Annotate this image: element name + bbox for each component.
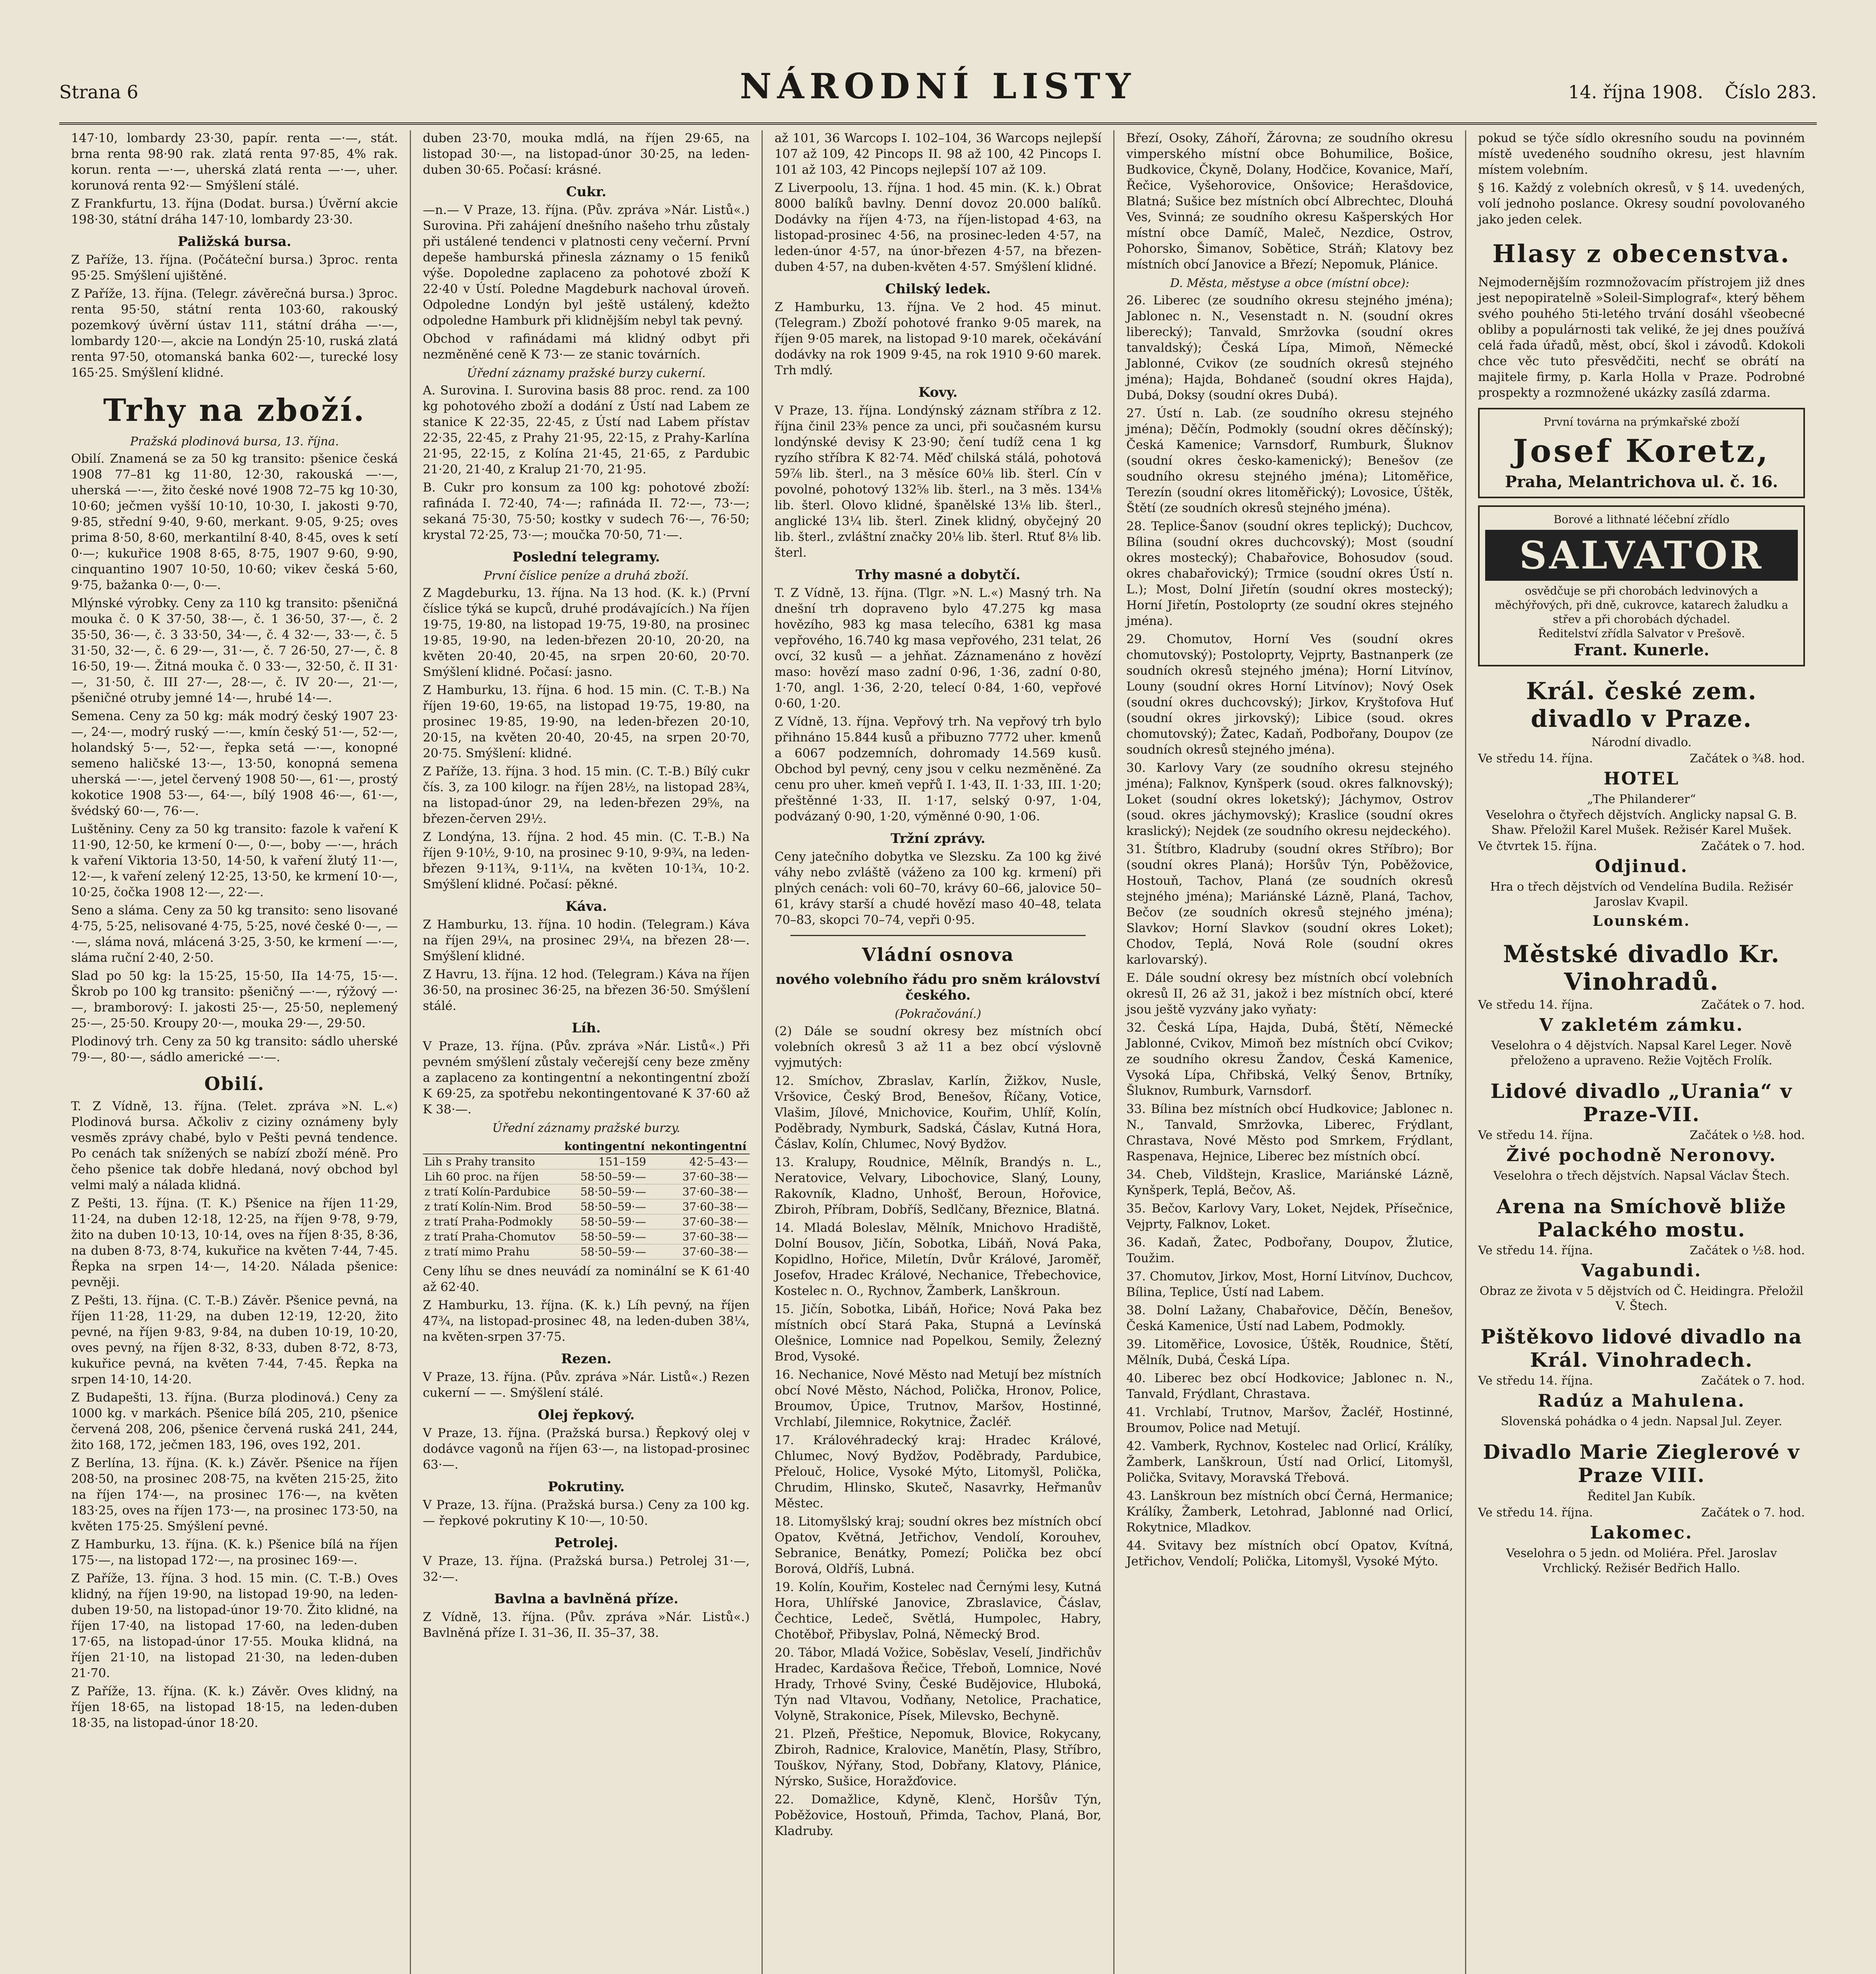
performance-time: Začátek o 7. hod. (1701, 839, 1805, 853)
table-cell: 58·50–59·— (561, 1169, 648, 1184)
article-paragraph: Z Paříže, 13. října. 3 hod. 15 min. (C. T.-B.) Bílý cukr čís. 3, za 100 kilogr. na říjen 28½, na listopad 28¾, na listopad-únor 29, na leden-březen 29⅝, na březen-červen 29½. (423, 764, 750, 826)
table-cell: 58·50–59·— (561, 1199, 648, 1214)
article-paragraph: Mlýnské výrobky. Ceny za 110 kg transito: pšeničná mouka č. 0 K 37·50, 38·—, č. 1 36·50, 37·—, č. 2 35·50, 36·—, č. 3 33·50, 34·—, č. 4 32·—, 33·—, č. 5 31·50, 32·—, č. 6 29·—, 31·—, č. 7 26·50, 27·—, č. 8 16·50, 19·—. Žitná mouka č. 0 33·—, 32·50, č. II 31·—, 31·50, č. III 27·—, 28·—, č. IV 20·—, 21·—, pšeničné otruby jemné 14·—, hrubé 14·—. (71, 596, 398, 705)
article-paragraph: Z Vídně, 13. října. (Pův. zpráva »Nár. Listů«.) Bavlněná příze I. 31–36, II. 35–37, 38. (423, 1610, 750, 1640)
section-subtitle: Úřední záznamy pražské burzy cukerní. (467, 366, 706, 380)
article-paragraph: 42. Vamberk, Rychnov, Kostelec nad Orlicí, Králíky, Žamberk, Lanškroun, Ústí nad Orlicí, Litomyšl, Polička, Svitavy, Moravská Třebová. (1126, 1439, 1453, 1485)
play-original-title: „The Philanderer“ (1587, 792, 1696, 806)
play-description: Veselohra o třech dějstvích. Napsal Václav Štech. (1493, 1169, 1790, 1183)
article-paragraph: Z Hamburku, 13. října. (K. k.) Pšenice bílá na říjen 175·—, na listopad 172·—, na prosinec 169·—. (71, 1537, 398, 1567)
ad-brand-name: SALVATOR (1485, 530, 1798, 581)
performance-time: Začátek o ¾8. hod. (1690, 752, 1805, 766)
table-cell: Lih s Prahy transito (423, 1154, 561, 1169)
section-title-trhy: Trhy na zboží. (103, 392, 366, 428)
performance-time: Začátek o 7. hod. (1701, 1506, 1805, 1520)
section-subtitle: Úřední záznamy pražské burzy. (492, 1121, 680, 1135)
article-paragraph: Seno a sláma. Ceny za 50 kg transito: seno lisované 4·75, 5·25, nelisované 4·75, 5·25, nové české 0·—, —·—, sláma nová, mlácená 3·25, 3·50, ke krmení —·—, sláma ruční 2·40, 2·50. (71, 903, 398, 965)
table-cell: 37·60–38·— (648, 1229, 750, 1244)
article-paragraph: 38. Dolní Lažany, Chabařovice, Děčín, Benešov, Česká Kamenice, Ústí nad Labem, Podmokly. (1126, 1303, 1453, 1333)
article-paragraph: —n.— V Praze, 13. října. (Pův. zpráva »Nár. Listů«.) Surovina. Při zahájení dnešního našeho trhu zůstaly při ustálené tendenci v platnosti ceny večerní. První depeše hamburská přinesla záznamy o 15 feniků výše. Dopoledne zaplaceno za pohotové zboží K 22·40 v Ústí. Poledne Magdeburk nachoval úroveň. Odpoledne Londýn byl ještě ustálený, kdežto odpoledne Hamburk při klidnějším nebyl tak pevný. (423, 203, 750, 328)
performance-row (1478, 752, 1805, 766)
play-title: HOTEL (1603, 769, 1680, 789)
article-paragraph: pokud se týče sídlo okresního soudu na povinném místě uvedeného soudního okresu, jest hlavním místem volebním. (1478, 131, 1805, 177)
table-cell: 37·60–38·— (648, 1244, 750, 1259)
column-4 (1114, 130, 1466, 1974)
article-paragraph: Z Liverpoolu, 13. října. 1 hod. 45 min. (K. k.) Obrat 8000 balíků bavlny. Denní dovoz 20.000 balíků. Dodávky na říjen 4·73, na říjen-listopad 4·63, na listopad-prosinec 4·56, na prosinec-leden 4·57, na leden-únor 4·57, na únor-březen 4·57, na březen-duben 4·57, na duben-květen 4·57. Smýšlení klidné. (775, 181, 1101, 274)
issue-date: 14. října 1908. (1568, 81, 1703, 103)
article-paragraph: 35. Bečov, Karlovy Vary, Loket, Nejdek, Přísečnice, Vejprty, Falknov, Loket. (1126, 1201, 1453, 1231)
article-paragraph: Z Pešti, 13. října. (T. K.) Pšenice na říjen 11·29, 11·24, na duben 12·18, 12·25, na říjen 9·78, 9·79, žito na duben 10·13, 10·14, oves na říjen 8·35, 8·36, na duben 8·73, 8·74, kukuřice na květen 7·44, 7·45. Řepka na srpen 14·—, 14·20. Nálada pšenice: pevněji. (71, 1196, 398, 1289)
performance-row (1478, 1128, 1805, 1142)
table-row (423, 1184, 750, 1199)
theatre-director: Ředitel Jan Kubík. (1587, 1490, 1696, 1503)
article-paragraph: 12. Smíchov, Zbraslav, Karlín, Žižkov, Nusle, Vršovice, Český Brod, Benešov, Říčany, Votice, Vlašim, Jílové, Mnichovice, Kouřim, Uhlíř, Kolín, Poděbrady, Nymburk, Sadská, Čáslav, Kutná Hora, Čáslav, Kolín, Chlumec, Nový Bydžov. (775, 1074, 1101, 1151)
article-paragraph: Z Havru, 13. října. 12 hod. (Telegram.) Káva na říjen 36·50, na prosinec 36·25, na březen 36·50. Smýšlení stálé. (423, 967, 750, 1013)
table-cell: z tratí mimo Prahu (423, 1244, 561, 1259)
performance-time: Začátek o ½8. hod. (1690, 1128, 1805, 1142)
article-paragraph: V Praze, 13. října. Londýnský záznam stříbra z 12. října činil 23⅜ pence za unci, při současném kursu londýnské devisy K 23·90; čení tudíž cena 1 kg ryzího stříbra K 82·74. Měď chilská stálá, pohotová 59⅞ lib. šterl., na 3 měsíce 60⅛ lib. šterl. Cín v povolné, pohotový 132⅝ lib. šterl., na 3 měs. 134⅛ lib. šterl. Olovo klidné, španělské 13⅛ lib. šterl., anglické 13¼ lib. šterl. Zinek klidný, obyčejný 20 lib. šterl., zvláštní značky 20⅛ lib. šterl. Rtuť 8⅛ lib. šterl. (775, 403, 1101, 560)
table-cell: 151–159 (561, 1154, 648, 1169)
theatre-name: Král. české zem. divadlo v Praze. (1526, 677, 1757, 733)
article-paragraph: Z Paříže, 13. října. 3 hod. 15 min. (C. T.-B.) Oves klidný, na říjen 19·90, na listopad 19·90, na leden-duben 19·50, na listopad-únor 19·70. Žito klidné, na říjen 17·40, na listopad 17·60, na leden-duben 17·65, na listopad-únor 17·55. Mouka klidná, na říjen 21·10, na listopad 21·30, na leden-duben 21·70. (71, 1571, 398, 1680)
ad-footer: Ředitelství zřídla Salvator v Prešově. (1538, 627, 1745, 640)
section-heading: Rezen. (561, 1351, 612, 1367)
article-paragraph: B. Cukr pro konsum za 100 kg: pohotové zboží: rafináda I. 72·40, 74·—; rafináda II. 72·—, 73·—; sekaná 75·30, 75·50; kostky v sudech 76·—, 76·50; krystal 72·25, 73·—; moučka 70·50, 71·—. (423, 480, 750, 542)
section-heading: Cukr. (566, 184, 606, 200)
play-description: Veselohra o 5 jedn. od Moliéra. Přel. Jaroslav Vrchlický. Režisér Bedřich Hallo. (1506, 1546, 1777, 1575)
section-heading: Petrolej. (554, 1535, 618, 1551)
section-heading: Paližská bursa. (178, 234, 291, 250)
column-2 (411, 130, 763, 1974)
article-paragraph: Ceny jatečního dobytka ve Slezsku. Za 100 kg živé váhy nebo zvláště (váženo za 100 kg. krmení) při plných cenách: voli 60–70, krávy 60–66, jalovice 50–61, krávy starší a chudé hovězí maso 40–48, telata 70–83, skopci 70–74, vepři 0·95. (775, 850, 1101, 927)
article-paragraph: Obilí. Znamená se za 50 kg transito: pšenice česká 1908 77–81 kg 11·80, 12·30, rakouská —·—, uherská —·—, žito české nové 1908 72–75 kg 10·30, 10·60; ječmen vyšší 10·10, 10·30, I. jakosti 9·70, 9·85, střední 9·40, 9·60, merkant. 9·05, 9·25; oves prima 8·50, 8·60, merkantilní 8·40, 8·45, oves k setí 0·—; kukuřice 1908 8·65, 8·75, 1907 9·60, 9·90, cinquantino 1907 10·50, 10·60; vikev česká 5·60, 9·75, bažanka 0·—, 0·—. (71, 452, 398, 592)
article-paragraph: Z Hamburku, 13. října. (K. k.) Líh pevný, na říjen 47¾, na listopad-prosinec 48, na leden-duben 38¼, na květen-srpen 37·75. (423, 1298, 750, 1344)
article-paragraph: Z Magdeburku, 13. října. Na 13 hod. (K. k.) (První číslice týká se kupců, druhé prodávajících.) Na říjen 19·75, 19·80, na listopad 19·75, 19·80, na prosinec 19·85, 19·90, na leden-březen 20·10, 20·20, na květen 20·40, 20·45, na srpen 20·60, 20·70. Smýšlení klidné. Počasí: jasno. (423, 586, 750, 679)
section-subtitle: D. Města, městyse a obce (místní obce): (1170, 276, 1410, 290)
article-paragraph: Luštěniny. Ceny za 50 kg transito: fazole k vaření K 11·90, 12·50, ke krmení 0·—, 0·—, boby —·—, hrách k vaření Viktoria 13·50, 14·50, k vaření žlutý 11·—, 12·—, k vaření zelený 12·25, 13·50, ke krmení 10·—, 10·25, čočka 1908 12·—, 22·—. (71, 822, 398, 899)
performance-time: Začátek o 7. hod. (1701, 1374, 1805, 1388)
article-title: Vládní osnova (862, 944, 1014, 965)
section-subtitle: Pražská plodinová bursa, 13. října. (130, 435, 339, 448)
article-paragraph: T. Z Vídně, 13. října. (Tlgr. »N. L.«) Masný trh. Na dnešní trh dopraveno bylo 47.275 kg masa hovězího, 983 kg masa telecího, 6381 kg masa vepřového, 16.740 kg masa vepřového, 231 telat, 26 ovcí, 32 kusů — a jehňat. Záznamenáno z hovězí maso: hovězí maso zadní 0·96, 1·36, zadní 0·80, 1·70, angl. 1·36, 2·20, telecí 0·84, 1·60, vepřové 0·60, 1·20. (775, 586, 1101, 711)
article-paragraph: 14. Mladá Boleslav, Mělník, Mnichovo Hradiště, Dolní Bousov, Jičín, Sobotka, Libáň, Nová Paka, Kopidlno, Hořice, Miletín, Dvůr Králové, Jaroměř, Josefov, Hradec Králové, Nechanice, Třebechovice, Kostelec n. O., Rychnov, Žamberk, Lanškroun. (775, 1221, 1101, 1298)
article-paragraph: 33. Bílina bez místních obcí Hudkovice; Jablonec n. N., Tanvald, Smržovka, Liberec, Frýdlant, Chrastava, Nové Město pod Smrkem, Frýdlant, Raspenava, Hejnice, Liberec bez místních obcí. (1126, 1102, 1453, 1163)
article-paragraph: (2) Dále se soudní okresy bez místních obcí volebních okresů 3 až 11 a bez obcí výslovně vyjmutých: (775, 1024, 1101, 1070)
section-title-hlasy: Hlasy z obecenstva. (1492, 239, 1791, 268)
article-paragraph: 27. Ústí n. Lab. (ze soudního okresu stejného jména); Děčín, Podmokly (soudní okres děčínský); Česká Kamenice; Varnsdorf, Rumburk, Šluknov (soudní okres česko-kamenický); Benešov (ze soudního okresu stejného jména); Litoměřice, Terezín (soudní okres litoměřický); Lovosice, Úštěk, Štětí (ze soudních okresů stejného jména). (1126, 406, 1453, 515)
play-title: Vagabundi. (1581, 1261, 1702, 1281)
article-paragraph: Z Londýna, 13. října. 2 hod. 45 min. (C. T.-B.) Na říjen 9·10½, 9·10, na prosinec 9·10, 9·9¾, na leden-březen 9·11¾, 9·11¼, na květen 10·1¾, 10·2. Smýšlení klidné. Počasí: pěkné. (423, 830, 750, 891)
article-paragraph: Z Paříže, 13. října. (K. k.) Závěr. Oves klidný, na říjen 18·65, na listopad 18·15, na leden-duben 18·35, na listopad-únor 18·20. (71, 1684, 398, 1730)
divider (790, 935, 1086, 936)
advertisement-salvator (1478, 505, 1805, 666)
theatre-name: Divadlo Marie Zieglerové v Praze VIII. (1483, 1440, 1800, 1487)
table-cell: 37·60–38·— (648, 1184, 750, 1199)
section-heading: Pokrutiny. (548, 1479, 625, 1495)
article-paragraph: 20. Tábor, Mladá Vožice, Soběslav, Veselí, Jindřichův Hradec, Kardašova Řečice, Třeboň, Lomnice, Nové Hrady, Trhové Sviny, České Budějovice, Hluboká, Týn nad Vltavou, Vodňany, Netolice, Prachatice, Volyně, Strakonice, Písek, Milevsko, Bechyně. (775, 1646, 1101, 1723)
play-title: V zakletém zámku. (1539, 1015, 1744, 1035)
section-subtitle: (Pokračování.) (895, 1007, 981, 1021)
article-paragraph: 36. Kadaň, Žatec, Podbořany, Doupov, Žlutice, Toužim. (1126, 1235, 1453, 1265)
section-subtitle: První číslice peníze a druhá zboží. (484, 569, 689, 583)
article-paragraph: 29. Chomutov, Horní Ves (soudní okres chomutovský); Postoloprty, Vejprty, Bastnanperk (ze soudních okresů stejného jména); Horní Litvínov, Louny (soudní okres Horní Litvínov); Nový Osek (soudní okres duchcovský); Jirkov, Kryštofova Huť (soudní okres jirkovský); Libice (soud. okres chomutovský); Žatec, Kadaň, Podbořany, Doupov (ze soudních okresů stejného jména). (1126, 632, 1453, 757)
ad-description: osvědčuje se při chorobách ledvinových a měchýřových, při dně, cukrovce, katarech žaludku a střev a při chorobách dýchadel. (1495, 584, 1788, 626)
article-paragraph: 15. Jičín, Sobotka, Libáň, Hořice; Nová Paka bez místních obcí Stará Paka, Stupná a Levínská Olešnice, Lomnice nad Popelkou, Semily, Železný Brod, Vysoké. (775, 1302, 1101, 1364)
article-paragraph: Semena. Ceny za 50 kg: mák modrý český 1907 23·—, 24·—, modrý ruský —·—, kmín český 51·—, 52·—, holandský 5·—, 52·—, řepka setá —·—, konopné semeno haličské 13·—, 13·50, konopná semena uherská —·—, jetel červený 1908 50·—, 61·—, prostý kokotice 1908 53·—, 64·—, bílý 1908 46·—, 61·—, švédský 60·—, 76·—. (71, 709, 398, 818)
article-paragraph: Z Vídně, 13. října. Vepřový trh. Na vepřový trh bylo přihnáno 15.844 kusů a přibuzno 7772 uher. kmenů a 6067 podzemních, dohromady 14.569 kusů. Obchod byl pevný, ceny jsou v celku nezměněné. Za cenu pro uher. kmeň vepřů I. 1·43, II. 1·33, III. 1·20; přeštěnné 1·33, II. 1·17, selský 0·97, 1·04, podvázaný 0·90, 1·20, výměnné 0·90, 1·06. (775, 715, 1101, 824)
table-cell: z tratí Praha-Chomutov (423, 1229, 561, 1244)
masthead (59, 43, 1817, 125)
article-paragraph: Z Berlína, 13. října. (K. k.) Závěr. Pšenice na říjen 208·50, na prosinec 208·75, na květen 215·25, žito na říjen 174·—, na prosinec 176·—, na květen 183·25, oves na říjen 173·—, na prosinec 173·50, na květen 175·25. Smýšlení pevné. (71, 1456, 398, 1533)
table-cell: 37·60–38·— (648, 1199, 750, 1214)
issue-info (1552, 81, 1817, 103)
page-number: Strana 6 (59, 81, 139, 103)
theatre-listing-narodni (1478, 677, 1805, 929)
article-subtitle: nového volebního řádu pro sněm království českého. (776, 972, 1100, 1003)
performance-day: Ve středu 14. října. (1478, 1128, 1593, 1142)
performance-row (1478, 1506, 1805, 1520)
performance-time: Začátek o 7. hod. (1701, 998, 1805, 1012)
performance-row (1478, 839, 1805, 853)
article-paragraph: V Praze, 13. října. (Pův. zpráva »Nár. Listů«.) Rezen cukerní — —. Smýšlení stálé. (423, 1370, 750, 1400)
theatre-subtitle: Národní divadlo. (1591, 736, 1692, 749)
article-paragraph: V Praze, 13. října. (Pražská bursa.) Řepkový olej v dodávce vagonů na říjen 63·—, na listopad-prosinec 63·—. (423, 1426, 750, 1472)
article-paragraph: 22. Domažlice, Kdyně, Klenč, Horšův Týn, Poběžovice, Hostouň, Přimda, Tachov, Planá, Bor, Kladruby. (775, 1792, 1101, 1838)
ad-address: Praha, Melantrichova ul. č. 16. (1505, 473, 1778, 491)
section-heading: Trhy masné a dobytčí. (855, 567, 1021, 583)
table-row (423, 1244, 750, 1259)
article-paragraph: Obchod v rafinádami má klidný odbyt při nezměněné ceně K 73·— ze stanic továrních. (423, 332, 750, 362)
article-paragraph: 32. Česká Lípa, Hajda, Dubá, Štětí, Německé Jablonné, Cvikov, Mimoň bez místních obcí Cvikov; ze soudního okresu Žandov, Česká Kamenice, Vysoká Lípa, Chřibská, Velký Šenov, Brtníky, Šluknov, Rumburk, Varnsdorf. (1126, 1021, 1453, 1098)
article-paragraph: Z Frankfurtu, 13. října (Dodat. bursa.) Úvěrní akcie 198·30, státní dráha 147·10, lombardy 23·30. (71, 197, 398, 227)
article-paragraph: Slad po 50 kg: la 15·25, 15·50, IIa 14·75, 15·—. Škrob po 100 kg transito: pšeničný —·—, rýžový —·—, bramborový: I. jakosti 25·—, 25·50, neplemený 25·—, 25·50. Kroupy 20·—, mouka 29·—, 29·50. (71, 969, 398, 1030)
performance-day: Ve středu 14. října. (1478, 998, 1593, 1012)
performance-time: Začátek o ½8. hod. (1690, 1244, 1805, 1257)
theatre-name: Městské divadlo Kr. Vinohradů. (1503, 940, 1780, 996)
article-paragraph: 19. Kolín, Kouřim, Kostelec nad Černými lesy, Kutná Hora, Uhlířské Janovice, Zbraslavice, Čáslav, Čechtice, Ledeč, Světlá, Humpolec, Habry, Chotěboř, Přibyslav, Polná, Německý Brod. (775, 1580, 1101, 1642)
article-paragraph: 44. Svitavy bez místních obcí Opatov, Kvítná, Jetřichov, Vendolí; Polička, Litomyšl, Vysoké Mýto. (1126, 1539, 1453, 1569)
table-cell: 58·50–59·— (561, 1244, 648, 1259)
play-title: Živé pochodně Neronovy. (1506, 1145, 1777, 1165)
article-paragraph: 17. Královéhradecký kraj: Hradec Králové, Chlumec, Nový Bydžov, Poděbrady, Pardubice, Přelouč, Holice, Vysoké Mýto, Litomyšl, Polička, Chrudim, Hlinsko, Skuteč, Nasavrky, Heřmanův Městec. (775, 1433, 1101, 1511)
article-paragraph: 34. Cheb, Vildštejn, Kraslice, Mariánské Lázně, Kynšperk, Teplá, Bečov, Aš. (1126, 1167, 1453, 1197)
play-title: Lounském. (1593, 913, 1690, 929)
section-heading: Chilský ledek. (885, 281, 991, 297)
article-paragraph: 18. Litomyšlský kraj; soudní okres bez místních obcí Opatov, Květná, Jetřichov, Vendolí, Korouhev, Sebranice, Benátky, Pomezí; Polička bez obcí Borová, Oldříš, Lubná. (775, 1514, 1101, 1576)
table-row (423, 1154, 750, 1169)
play-title: Lakomec. (1590, 1523, 1693, 1543)
table-row (423, 1214, 750, 1229)
column-5 (1466, 130, 1817, 1974)
article-paragraph: V Praze, 13. října. (Pražská bursa.) Petrolej 31·—, 32·—. (423, 1554, 750, 1584)
article-paragraph: 21. Plzeň, Přeštice, Nepomuk, Blovice, Rokycany, Zbiroh, Radnice, Kralovice, Manětín, Plasy, Stříbro, Touškov, Nýřany, Stod, Dobřany, Klatovy, Plánice, Nýrsko, Sušice, Horažďovice. (775, 1727, 1101, 1788)
table-cell: 58·50–59·— (561, 1214, 648, 1229)
section-heading: Kovy. (918, 385, 958, 400)
table-row (423, 1199, 750, 1214)
article-paragraph: 39. Litoměřice, Lovosice, Úštěk, Roudnice, Štětí, Mělník, Dubá, Česká Lípa. (1126, 1337, 1453, 1367)
article-paragraph: Nejmodernějším rozmnožovacím přístrojem již dnes jest nepopiratelně »Soleil-Simplograf«, který během svého pouhého 5ti-letého trvání dosáhl všeobecné obliby a populárnosti tak veliké, že jej dnes používá celá řada úřadů, měst, obcí, škol i závodů. Kdokoli chce věc tuto přesvědčiti, nechť se obrátí na majitele firmy, p. Karla Holla v Praze. Podrobné prospekty a rozmnožené ukázky zasílá zdarma. (1478, 275, 1805, 400)
article-paragraph: Ceny líhu se dnes neuvádí za nominální se K 61·40 až 62·40. (423, 1264, 750, 1294)
table-cell: 58·50–59·— (561, 1184, 648, 1199)
performance-day: Ve středu 14. října. (1478, 1244, 1593, 1257)
table-header-cell (423, 1139, 561, 1154)
article-paragraph: A. Surovina. I. Surovina basis 88 proc. rend. za 100 kg pohotového zboží a dodání z Ústí nad Labem ze stanice K 22·35, 22·45, z Ústí nad Labem přístav 22·35, 22·45, z Prahy 21·95, 22·15, z Prahy-Karlína 21·95, 22·15, z Kolína 21·45, 21·65, z Pardubic 21·20, 21·40, z Kralup 21·70, 21·95. (423, 383, 750, 477)
section-heading: Poslední telegramy. (512, 549, 660, 565)
article-paragraph: 147·10, lombardy 23·30, papír. renta —·—, stát. brna renta 98·90 rak. zlatá renta 97·85, 4% rak. korun. renta —·—, uherská zlatá renta —·—, uher. korunová renta 92·— Smýšlení stálé. (71, 131, 398, 193)
theatre-listing-urania (1478, 1079, 1805, 1184)
table-header-cell: nekontingentní (648, 1139, 750, 1154)
theatre-listing-arena (1478, 1195, 1805, 1314)
play-title: Radúz a Mahulena. (1538, 1391, 1745, 1411)
article-paragraph: 43. Lanškroun bez místních obcí Černá, Hermanice; Králíky, Žamberk, Letohrad, Jablonné nad Orlicí, Rokytnice, Mladkov. (1126, 1489, 1453, 1535)
performance-day: Ve středu 14. října. (1478, 1374, 1593, 1388)
ad-tagline: Borové a lithnaté léčební zřídlo (1553, 513, 1730, 526)
section-heading: Bavlna a bavlněná příze. (494, 1591, 679, 1607)
article-paragraph: Z Pešti, 13. října. (C. T.-B.) Závěr. Pšenice pevná, na říjen 11·28, 11·29, na duben 12·19, 12·20, žito pevné, na říjen 9·83, 9·84, na duben 10·19, 10·20, oves pevný, na říjen 8·32, 8·33, duben 8·72, 8·73, kukuřice pevná, na květen 7·44, 7·45. Řepka na srpen 14·10, 14·20. (71, 1293, 398, 1387)
play-description: Veselohra o čtyřech dějstvích. Anglicky napsal G. B. Shaw. Přeložil Karel Mušek. Režisér Karel Mušek. (1486, 808, 1797, 837)
issue-number: Číslo 283. (1725, 81, 1817, 103)
article-paragraph: 37. Chomutov, Jirkov, Most, Horní Litvínov, Duchcov, Bílina, Teplice, Ústí nad Labem. (1126, 1269, 1453, 1299)
article-paragraph: duben 23·70, mouka mdlá, na říjen 29·65, na listopad 30·—, na listopad-únor 30·25, na leden-duben 30·65. Počasí: krásné. (423, 131, 750, 177)
column-3 (763, 130, 1114, 1974)
section-heading: Tržní zprávy. (891, 831, 985, 846)
ad-company-name: Josef Koretz, (1513, 432, 1770, 469)
table-cell: 37·60–38·— (648, 1169, 750, 1184)
performance-day: Ve čtvrtek 15. října. (1478, 839, 1597, 853)
table-cell: Lih 60 proc. na říjen (423, 1169, 561, 1184)
article-paragraph: 13. Kralupy, Roudnice, Mělník, Brandýs n. L., Neratovice, Velvary, Libochovice, Slaný, Louny, Rakovník, Kladno, Unhošť, Beroun, Hořovice, Zbiroh, Příbram, Dobříš, Sedlčany, Březnice, Blatná. (775, 1155, 1101, 1217)
table-row (423, 1229, 750, 1244)
table-header-cell: kontingentní (561, 1139, 648, 1154)
ad-agent: Frant. Kunerle. (1574, 641, 1709, 659)
section-heading: Obilí. (204, 1073, 265, 1094)
article-paragraph: 16. Nechanice, Nové Město nad Metují bez místních obcí Nové Město, Náchod, Polička, Hronov, Police, Broumov, Úpice, Trutnov, Maršov, Hostinné, Vrchlabí, Jilemnice, Rokytnice, Žacléř. (775, 1368, 1101, 1429)
performance-row (1478, 1374, 1805, 1388)
table-header-row (423, 1139, 750, 1154)
play-description: Obraz ze života v 5 dějstvích od Č. Heidingra. Přeložil V. Štech. (1479, 1284, 1804, 1313)
theatre-name: Lidové divadlo „Urania“ v Praze-VII. (1490, 1079, 1793, 1126)
article-paragraph: V Praze, 13. října. (Pražská bursa.) Ceny za 100 kg. — řepkové pokrutiny K 10·—, 10·50. (423, 1498, 750, 1528)
ad-tagline: První továrna na prýmkařské zboží (1544, 415, 1739, 428)
article-paragraph: 41. Vrchlabí, Trutnov, Maršov, Žacléř, Hostinné, Broumov, Police nad Metují. (1126, 1405, 1453, 1435)
article-paragraph: V Praze, 13. října. (Pův. zpráva »Nár. Listů«.) Při pevném smýšlení zůstaly večerejší ceny beze změny a zaplaceno za kontingentní a nekontingentní zboží K 69·25, za spotřebu nekontingentované K 37·60 až K 38·—. (423, 1039, 750, 1116)
article-paragraph: Z Hamburku, 13. října. 6 hod. 15 min. (C. T.-B.) Na říjen 19·60, 19·65, na listopad 19·75, 19·80, na prosinec 19·85, 19·90, na leden-březen 20·10, 20·15, na květen 20·40, 20·45, na srpen 20·70, 20·75. Smýšlení: klidné. (423, 683, 750, 760)
theatre-listing-pistek (1478, 1325, 1805, 1429)
performance-day: Ve středu 14. října. (1478, 752, 1593, 766)
article-paragraph: Plodinový trh. Ceny za 50 kg transito: sádlo uherské 79·—, 80·—, sádlo americké —·—. (71, 1034, 398, 1064)
article-paragraph: 26. Liberec (ze soudního okresu stejného jména); Jablonec n. N., Vesenstadt n. N. (soudní okres liberecký); Tanvald, Smržovka (soudní okres tanvaldský); Česká Lípa, Mimoň, Německé Jablonné, Cvikov (ze soudních okresů stejného jména); Hajda, Bohdaneč (soudní okres Hajda), Dubá, Doksy (soudní okres Dubá). (1126, 293, 1453, 402)
section-heading: Olej řepkový. (538, 1407, 635, 1423)
play-description: Veselohra o 4 dějstvích. Napsal Karel Leger. Nově přeloženo a upraveno. Režie Vojtěch Frolík. (1491, 1039, 1792, 1068)
theatre-name: Arena na Smíchově bliže Palackého mostu. (1496, 1195, 1787, 1241)
article-paragraph: Z Hamburku, 13. října. 10 hodin. (Telegram.) Káva na říjen 29¼, na prosinec 29¼, na březen 28·—. Smýšlení klidné. (423, 918, 750, 963)
play-description: Hra o třech dějstvích od Vendelína Budila. Režisér Jaroslav Kvapil. (1490, 880, 1793, 909)
article-paragraph: § 16. Každý z volebních okresů, v § 14. uvedených, volí jednoho poslance. Okresy soudní povolovaného jako jeden celek. (1478, 181, 1805, 227)
article-paragraph: Z Paříže, 13. října. (Počáteční bursa.) 3proc. renta 95·25. Smýšlení ujištěné. (71, 253, 398, 283)
advertisement-koretz (1478, 408, 1805, 498)
article-paragraph: E. Dále soudní okresy bez místních obcí volebních okresů II, 26 až 31, jakož i bez místních obcí, které jsou ještě vyzvány jako vyňaty: (1126, 971, 1453, 1017)
section-heading: Líh. (572, 1020, 601, 1036)
article-columns (59, 130, 1817, 1974)
article-paragraph: T. Z Vídně, 13. října. (Telet. zpráva »N. L.«) Plodinová bursa. Ačkoliv z ciziny oznámeny byly vesměs zprávy chabé, bylo v Pešti pevná tendence. Po cenách tak snížených se nabízí zboží méně. Pro čeho pšenice tak dobře hledaná, nový obchod byl velmi malý a nálada klidná. (71, 1099, 398, 1192)
performance-row (1478, 1244, 1805, 1257)
article-paragraph: 30. Karlovy Vary (ze soudního okresu stejného jména); Falknov, Kynšperk (soud. okres falknovský); Loket (soudní okres loketský); Jáchymov, Ostrov (soud. okres jáchymovský); Kraslice (soudní okres kraslický); Nejdek (ze soudního okresu nejdeckého). (1126, 761, 1453, 838)
table-cell: z tratí Kolín-Nim. Brod (423, 1199, 561, 1214)
rates-table (423, 1139, 750, 1259)
article-paragraph: 31. Štítbro, Kladruby (soudní okres Stříbro); Bor (soudní okres Planá); Horšův Týn, Poběžovice, Hostouň, Tachov, Planá (ze soudních okresů stejného jména); Mariánské Lázně, Planá, Tachov, Bečov (ze soudních okresů stejného jména); Slavkov; Horní Slavkov (soudní okres Loket); Chodov, Teplá, Nová Role (soudní okres karlovarský). (1126, 842, 1453, 967)
newspaper-title: NÁRODNÍ LISTY (740, 66, 1136, 107)
article-paragraph: Z Budapešti, 13. října. (Burza plodinová.) Ceny za 1000 kg. v markách. Pšenice bílá 205, 210, pšenice červená 208, 206, pšenice červená ruská 241, 244, žito 168, 172, ječmen 183, 196, oves 192, 201. (71, 1390, 398, 1452)
table-cell: z tratí Praha-Podmokly (423, 1214, 561, 1229)
table-cell: z tratí Kolín-Pardubice (423, 1184, 561, 1199)
section-heading: Káva. (565, 899, 607, 914)
play-title: Odjinud. (1595, 856, 1688, 876)
article-paragraph: 40. Liberec bez obcí Hodkovice; Jablonec n. N., Tanvald, Frýdlant, Chrastava. (1126, 1371, 1453, 1401)
performance-row (1478, 998, 1805, 1012)
play-description: Slovenská pohádka o 4 jedn. Napsal Jul. Zeyer. (1501, 1415, 1782, 1428)
article-paragraph: Z Hamburku, 13. října. Ve 2 hod. 45 minut. (Telegram.) Zboží pohotové franko 9·05 marek, na říjen 9·05 marek, na listopad 9·10 marek, očekávání dodávky na rok 1909 9·45, na rok 1910 9·60 marek. Trh mdlý. (775, 300, 1101, 377)
article-paragraph: 28. Teplice-Šanov (soudní okres teplický); Duchcov, Bílina (soudní okres duchcovský); Most (soudní okres mostecký); Chabařovice, Bohosudov (soud. okres chabařovický); Trmice (soudní okres Ústí n. L.); Most, Dolní Jiřetín (soudní okres mostecký); Horní Jiřetín, Postoloprty (ze soudní okres stejného jména). (1126, 519, 1453, 628)
table-row (423, 1169, 750, 1184)
theatre-listing-ziegler (1478, 1440, 1805, 1576)
theatre-listing-vinohrady (1478, 940, 1805, 1068)
article-paragraph: Březí, Osoky, Záhoří, Žárovna; ze soudního okresu vimperského místní obce Bohumilice, Bošice, Budkovice, Čkyně, Dolany, Hodčice, Kovanice, Maří, Řečice, Vyšehorovice, Onšovice; Herašdovice, Blatná; Sušice bez místních obcí Albrechtec, Dlouhá Ves, Svinná; ze soudního okresu Kašperských Hor místní obce Damíč, Maleč, Nezdice, Ostrov, Pohorsko, Šimanov, Sobětice, Stráň; Klatovy bez místních obcí Janovice a Březí; Nepomuk, Plánice. (1126, 131, 1453, 272)
table-cell: 37·60–38·— (648, 1214, 750, 1229)
table-cell: 42·5–43·— (648, 1154, 750, 1169)
theatre-name: Pištěkovo lidové divadlo na Král. Vinohradech. (1480, 1325, 1803, 1372)
article-paragraph: Z Paříže, 13. října. (Telegr. závěrečná bursa.) 3proc. renta 95·50, státní renta 103·60, rakouský pozemkový úvěrní ústav 111, státní dráha —·—, lombardy 120·—, akcie na Londýn 25·10, ruská zlatá renta 97·50, otomanská banka 602·—, turecké losy 165·25. Smýšlení klidné. (71, 287, 398, 380)
column-1 (59, 130, 411, 1974)
article-paragraph: až 101, 36 Warcops I. 102–104, 36 Warcops nejlepší 107 až 109, 42 Pincops II. 98 až 100, 42 Pincops I. 101 až 103, 42 Pincops nejlepší 107 až 109. (775, 131, 1101, 177)
table-cell: 58·50–59·— (561, 1229, 648, 1244)
performance-day: Ve středu 14. října. (1478, 1506, 1593, 1520)
